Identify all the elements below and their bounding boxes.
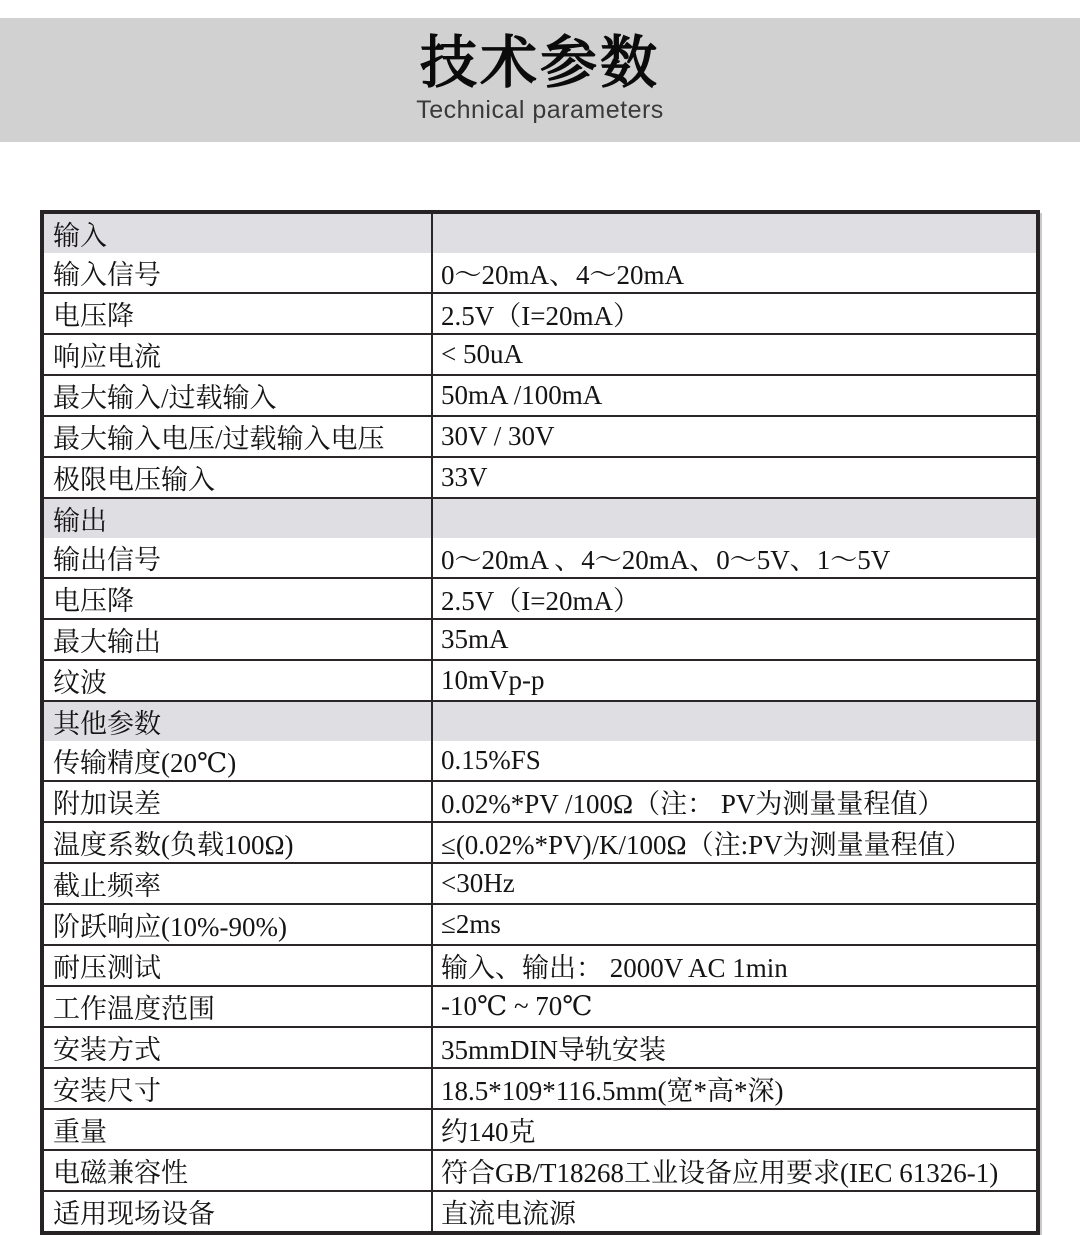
- table-row: [42, 660, 1038, 701]
- table-row: [42, 375, 1038, 416]
- section-header-row: [42, 701, 1038, 741]
- param-value: 0～20mA 、4～20mA、0～5V、1～5V: [432, 538, 1038, 578]
- param-value: 符合GB/T18268工业设备应用要求(IEC 61326-1): [432, 1150, 1038, 1191]
- table-row: [42, 253, 1038, 293]
- param-value: 18.5*109*116.5mm(宽*高*深): [432, 1068, 1038, 1109]
- param-label: 传输精度(20℃): [53, 748, 237, 778]
- param-label: 适用现场设备: [42, 1191, 432, 1233]
- param-value: 输入、输出： 2000V AC 1min: [432, 945, 1038, 986]
- param-label: 工作温度范围: [42, 986, 432, 1027]
- table-row: [42, 1068, 1038, 1109]
- param-value: 35mmDIN导轨安装: [432, 1027, 1038, 1068]
- param-label: 输出: [42, 498, 432, 538]
- param-value: [432, 498, 1038, 538]
- param-value: 2.5V（I=20mA）: [432, 293, 1038, 334]
- param-label: 响应电流: [42, 334, 432, 375]
- param-value: ≤(0.02%*PV)/K/100Ω（注:PV为测量量程值）: [432, 822, 1038, 863]
- param-value: < 50uA: [432, 334, 1038, 375]
- table-row: [42, 619, 1038, 660]
- table-row: [42, 293, 1038, 334]
- param-value: 50mA /100mA: [432, 375, 1038, 416]
- param-label: 极限电压输入: [42, 457, 432, 498]
- param-value: 约140克: [432, 1109, 1038, 1150]
- param-label: 输入: [53, 221, 107, 251]
- table-row: [42, 538, 1038, 578]
- param-label: 电压降: [42, 293, 432, 334]
- section-header-row: [42, 498, 1038, 538]
- param-label: 附加误差: [42, 781, 432, 822]
- table-row: [42, 334, 1038, 375]
- param-value: ≤2ms: [432, 904, 1038, 945]
- param-value: 0.15%FS: [432, 741, 1038, 781]
- param-label: 电压降: [42, 578, 432, 619]
- param-label: 输出信号: [53, 545, 161, 575]
- table-row: [42, 986, 1038, 1027]
- page-subtitle: Technical parameters: [416, 95, 664, 124]
- spec-table: [40, 210, 1040, 1235]
- table-row: [42, 904, 1038, 945]
- param-label: 安装尺寸: [42, 1068, 432, 1109]
- table-row: [42, 457, 1038, 498]
- table-row: [42, 945, 1038, 986]
- param-label: 安装方式: [42, 1027, 432, 1068]
- param-value: 2.5V（I=20mA）: [432, 578, 1038, 619]
- table-row: [42, 863, 1038, 904]
- param-label: 输入信号: [53, 260, 161, 290]
- param-value: <30Hz: [432, 863, 1038, 904]
- param-value: 10mVp-p: [432, 660, 1038, 701]
- param-value: -10℃ ~ 70℃: [432, 986, 1038, 1027]
- page-title: 技术参数: [420, 31, 660, 95]
- param-label: 电磁兼容性: [42, 1150, 432, 1191]
- param-label: 最大输入/过载输入: [42, 375, 432, 416]
- param-label: 重量: [42, 1109, 432, 1150]
- param-label: 耐压测试: [42, 945, 432, 986]
- param-value: 0～20mA、4～20mA: [432, 253, 1038, 293]
- section-header-row: [42, 212, 1038, 253]
- title-banner: [0, 18, 1080, 142]
- table-row: [42, 1150, 1038, 1191]
- param-label: 纹波: [42, 660, 432, 701]
- param-value: [432, 212, 1038, 253]
- table-row: [42, 416, 1038, 457]
- table-row: [42, 822, 1038, 863]
- spec-table-body: [42, 212, 1038, 1233]
- table-row: [42, 578, 1038, 619]
- param-label: 最大输出: [42, 619, 432, 660]
- param-label: 截止频率: [42, 863, 432, 904]
- param-value: 0.02%*PV /100Ω（注： PV为测量量程值）: [432, 781, 1038, 822]
- param-value: 30V / 30V: [432, 416, 1038, 457]
- param-value: [432, 701, 1038, 741]
- table-row: [42, 781, 1038, 822]
- param-label: 温度系数(负载100Ω): [42, 822, 432, 863]
- table-row: [42, 741, 1038, 781]
- param-label: 阶跃响应(10%-90%): [42, 904, 432, 945]
- param-label: 其他参数: [42, 701, 432, 741]
- table-row: [42, 1109, 1038, 1150]
- table-row: [42, 1191, 1038, 1233]
- param-value: 33V: [432, 457, 1038, 498]
- param-value: 35mA: [432, 619, 1038, 660]
- table-row: [42, 1027, 1038, 1068]
- param-value: 直流电流源: [432, 1191, 1038, 1233]
- param-label: 最大输入电压/过载输入电压: [42, 416, 432, 457]
